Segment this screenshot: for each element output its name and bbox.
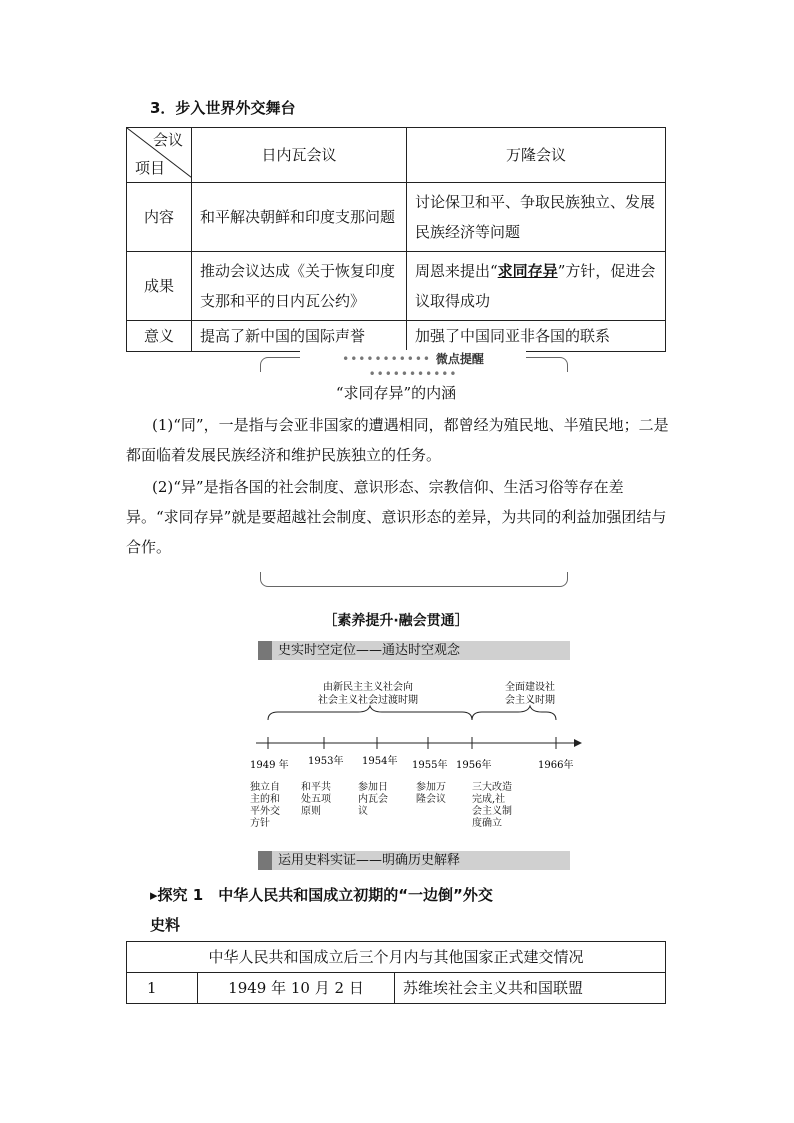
- year-1956: 1956年: [456, 760, 492, 771]
- year-1966: 1966年: [538, 760, 574, 771]
- period2-line1: 全面建设社: [505, 682, 555, 693]
- year-1953: 1953年: [308, 756, 344, 767]
- event-line: 方针: [250, 818, 270, 829]
- header-bandung: 万隆会议: [407, 128, 666, 183]
- banner-evidence: [258, 851, 570, 870]
- bandung-post: ”方针，促进会议取得成功: [415, 262, 656, 310]
- timeline-diagram: [250, 676, 590, 780]
- event-line: 主的和: [250, 794, 280, 805]
- bandung-cell: [407, 252, 666, 321]
- header-item-label: 项目: [135, 159, 166, 177]
- table-title: 中华人民共和国成立后三个月内与其他国家正式建交情况: [127, 942, 666, 973]
- table-header-row: [127, 128, 666, 183]
- event-line: 独立自: [250, 782, 280, 793]
- source-label: 史料: [150, 916, 181, 934]
- bandung-emphasis: 求同存异: [497, 262, 558, 280]
- row-number: 1: [127, 973, 198, 1004]
- banner-timeline: [258, 641, 570, 660]
- event-1949: [250, 782, 292, 830]
- event-line: 会主义制: [472, 806, 512, 817]
- year-1955: 1955年: [412, 760, 448, 771]
- year-1954: 1954年: [362, 756, 398, 767]
- table-title-row: [127, 942, 666, 973]
- event-line: 隆会议: [416, 794, 446, 805]
- event-line: 参加日: [358, 782, 388, 793]
- year-1949: 1949 年: [250, 760, 289, 771]
- table-row: [127, 321, 666, 352]
- tip-paragraph-1: (1)“同”，一是指与会亚非国家的遭遇相同，都曾经为殖民地、半殖民地；二是都面临着发展民族经济和维护民族独立的任务。: [126, 416, 669, 464]
- tip-title: “求同存异”的内涵: [335, 384, 457, 402]
- table-row: [127, 183, 666, 252]
- geneva-cell: 提高了新中国的国际声誉: [192, 321, 407, 352]
- bandung-cell: 加强了中国同亚非各国的联系: [407, 321, 666, 352]
- row-label: 内容: [127, 183, 192, 252]
- row-date: 1949 年 10 月 2 日: [198, 973, 395, 1004]
- event-line: 完成,社: [472, 794, 506, 805]
- bandung-cell: 讨论保卫和平、争取民族独立、发展民族经济等问题: [407, 183, 666, 252]
- event-line: 三大改造: [472, 782, 512, 793]
- table-row: [127, 973, 666, 1004]
- suyang-title: ［素养提升·融会贯通］: [323, 613, 469, 629]
- event-line: 和平共: [301, 782, 331, 793]
- period1-line2: 社会主义社会过渡时期: [318, 695, 418, 706]
- event-line: 处五项: [301, 794, 331, 805]
- event-1953: [301, 782, 343, 818]
- event-1954: [358, 782, 400, 818]
- header-meeting-label: 会议: [152, 131, 183, 149]
- tip-label-text: 微点提醒: [435, 352, 484, 366]
- geneva-cell: 和平解决朝鲜和印度支那问题: [192, 183, 407, 252]
- event-line: 原则: [301, 806, 321, 817]
- period1-line1: 由新民主主义社会向: [323, 682, 413, 693]
- row-label: 成果: [127, 252, 192, 321]
- meeting-comparison-table: [126, 127, 666, 352]
- event-line: 议: [358, 806, 368, 817]
- period2-brace: [472, 706, 556, 720]
- period1-brace: [268, 706, 472, 720]
- event-1956: [472, 782, 528, 830]
- banner-square-icon: [258, 851, 272, 870]
- bandung-pre: 周恩来提出“: [415, 262, 498, 280]
- explore-title: ▸探究 1 中华人民共和国成立初期的“一边倒”外交: [150, 886, 493, 904]
- event-line: 平外交: [250, 806, 280, 817]
- event-line: 内瓦会: [358, 794, 388, 805]
- banner-text: 运用史料实证——明确历史解释: [278, 853, 461, 868]
- header-geneva: 日内瓦会议: [192, 128, 407, 183]
- timeline-arrow: [574, 739, 582, 747]
- section-title: 3．步入世界外交舞台: [150, 99, 296, 117]
- tip-paragraph-2: (2)“异”是指各国的社会制度、意识形态、宗教信仰、生活习俗等存在差异。“求同存异”就是要超越社会制度、意识形态的差异，为共同的利益加强团结与合作。: [126, 478, 667, 556]
- table-row: [127, 252, 666, 321]
- event-line: 参加万: [416, 782, 446, 793]
- tip-bracket-bottom: [260, 572, 568, 587]
- event-line: 度确立: [472, 818, 502, 829]
- banner-text: 史实时空定位——通达时空观念: [278, 643, 461, 658]
- geneva-cell: 推动会议达成《关于恢复印度支那和平的日内瓦公约》: [192, 252, 407, 321]
- banner-square-icon: [258, 641, 272, 660]
- row-label: 意义: [127, 321, 192, 352]
- period2-line2: 会主义时期: [505, 695, 555, 706]
- row-country: 苏维埃社会主义共和国联盟: [395, 973, 666, 1004]
- diagonal-header-cell: [127, 128, 192, 183]
- event-1955: [416, 782, 458, 806]
- diplomacy-table: [126, 941, 666, 1004]
- tip-label: ••••••••••• 微点提醒 •••••••••••: [300, 350, 526, 381]
